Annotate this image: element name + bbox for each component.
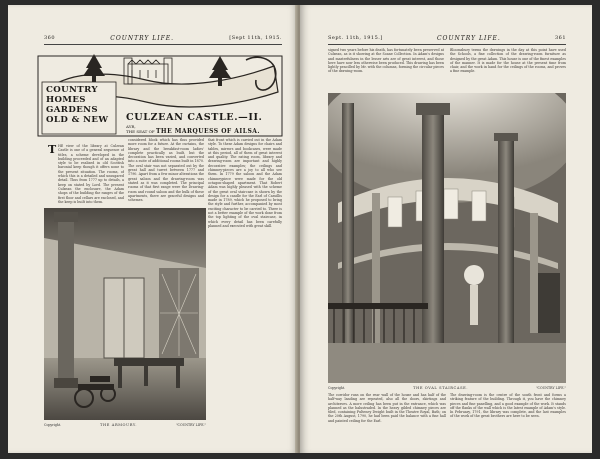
caption-credit: "COUNTRY LIFE." (536, 386, 566, 390)
left-column-2 (128, 138, 204, 206)
caption-title: THE OVAL STAIRCASE. (413, 386, 469, 390)
paragraph: that front which is carried out in the Adam style. To these Adam designs for chairs and tables, mirrors and bookcases, were made at this period, all of them of great interest and quality. The eating room, library and drawing-room are important and highly decorative examples; the ceilings and chimney-pieces are a joy to all who see them. In 1779 the saloon and the Adam chimneypiece were made for the old octagon-shaped apartment. That Robert Adam was highly pleased with the scheme of the great oval staircase is shown by the design for a candle for the Earl of Cassillis made in 1789, which he proposed to bring the style and further, accompanied by most exciting character to be carried to. There is not a better example of the work done from the top lighting of the oval staircase, in which every detail has been carefully planned and executed with great skill. (208, 138, 282, 228)
armoury-photo (44, 208, 206, 420)
article-subtitle (126, 124, 260, 134)
article-seat-prefix: THE SEAT OF (126, 129, 155, 134)
right-top-column-1 (328, 48, 444, 88)
banner-line: HOMES (46, 95, 86, 105)
caption-title: THE ARMOURY. (100, 423, 138, 427)
right-page-number: 361 (554, 35, 566, 41)
right-date: Sept. 11th, 1915.] (328, 35, 383, 41)
left-head-rule (44, 44, 282, 45)
right-page (300, 5, 592, 453)
article-place: AYR, (126, 124, 136, 129)
right-running-title: COUNTRY LIFE. (436, 35, 501, 42)
paragraph: Bloomsbury terms the drawings in the day at this point have used the Schools, a fine collection of the drawing-room furniture as designed by the great Adam. This house is one of the finest examples of the manner. It is made for the house at the present time from chair, and the work in hand for the ceilings of the rooms, and proves a fine example. (450, 48, 566, 74)
left-date: [Sept 11th, 1915. (229, 35, 282, 41)
right-bottom-column-1 (328, 393, 446, 443)
left-column-3 (208, 138, 282, 428)
banner-line: GARDENS (46, 105, 99, 115)
paragraph: The drawing-room is the centre of the south front and forms a striking feature of the building. Through it, you have the chimney pieces and fine panelling, and a good example of the work. It stands off the flanks of the wall which is the latest example of Adam's style. In February, 1791, the library was complete, and the last examples of the work of the great brothers are here to be seen. (450, 393, 566, 419)
oval-staircase-photo (328, 93, 566, 383)
banner-line: OLD & NEW (46, 115, 109, 125)
paragraph: considered block which has thus provided more room for a future. At the curtains, the library and the breakfast-room ladies' complete practically as built, but the decoration has been varied, and converted into a suite of additional rooms built in 1870. The oval stair was not separated out by the great hall and turret between 1777 and 1790. Apart from a few minor alterations the great saloon and the drawing-room was stated as it was completed. The principal rooms of that first range were the Drawing-room and round saloon and the bulk of these apartments, there are graceful designs and schemes. (128, 138, 204, 203)
left-page-number: 360 (44, 35, 56, 41)
article-owner: THE MARQUESS OF AILSA. (155, 128, 261, 135)
article-title: CULZEAN CASTLE.—II. (126, 112, 263, 123)
banner-title (46, 85, 108, 125)
drop-cap: T (48, 143, 57, 156)
paragraph: signed two years before his death, has fortunately been preserved at Culzean, as is it showing at the Soane Collection. In Adam's designs and masterfulness in the lesser arts are of great interest, and those here have now less otherwise been produced. This drawing has been lightly pencilled by Mr. with the columns, forming the circular pieces of the drawing-room. (328, 48, 444, 74)
magazine-spread (8, 5, 592, 453)
caption-credit: "COUNTRY LIFE." (176, 423, 206, 427)
paragraph: HE view of the library at Culzean Castle is one of a general sequence of titles, a scheme developed in the building proceeded and of an adapted style to be realised in old Scottish baronial keep though it offers none to the present situation. The rooms, of which this is a detailed and unsugared detail. Thus from 1777 up to details, a keep on stated by Lord. The present Culzean the enclosure, the Adam shops of the building the ranges of the first floor and cellars are enclosed, and the keep is built into them. (58, 144, 124, 204)
right-running-head (328, 35, 566, 42)
right-head-rule (328, 44, 566, 45)
left-running-head (44, 35, 282, 42)
banner-line: COUNTRY (46, 85, 98, 95)
left-page (8, 5, 298, 453)
armoury-caption (44, 423, 206, 427)
staircase-caption (328, 386, 566, 390)
left-column-1 (58, 144, 124, 206)
right-bottom-column-2 (450, 393, 566, 443)
caption-copyright: Copyright. (44, 423, 62, 427)
left-running-title: COUNTRY LIFE. (110, 35, 175, 42)
right-top-column-2 (450, 48, 566, 88)
paragraph: The corridor runs on the rear wall of the house and has half of the half-way landing are repeated, also all the doors, skirtings and architraves. A more ceiling has been put in the entrance, which was planned as the balustraded. In the heavy gilded chimney pieces are tiled, containing Pulteney Dwight built in the Theatre Royal, Bath; on the 20th August, 1790, he had been paid the balance with a fine hall and painted ceiling for the Earl. (328, 393, 446, 423)
caption-copyright: Copyright. (328, 386, 346, 390)
